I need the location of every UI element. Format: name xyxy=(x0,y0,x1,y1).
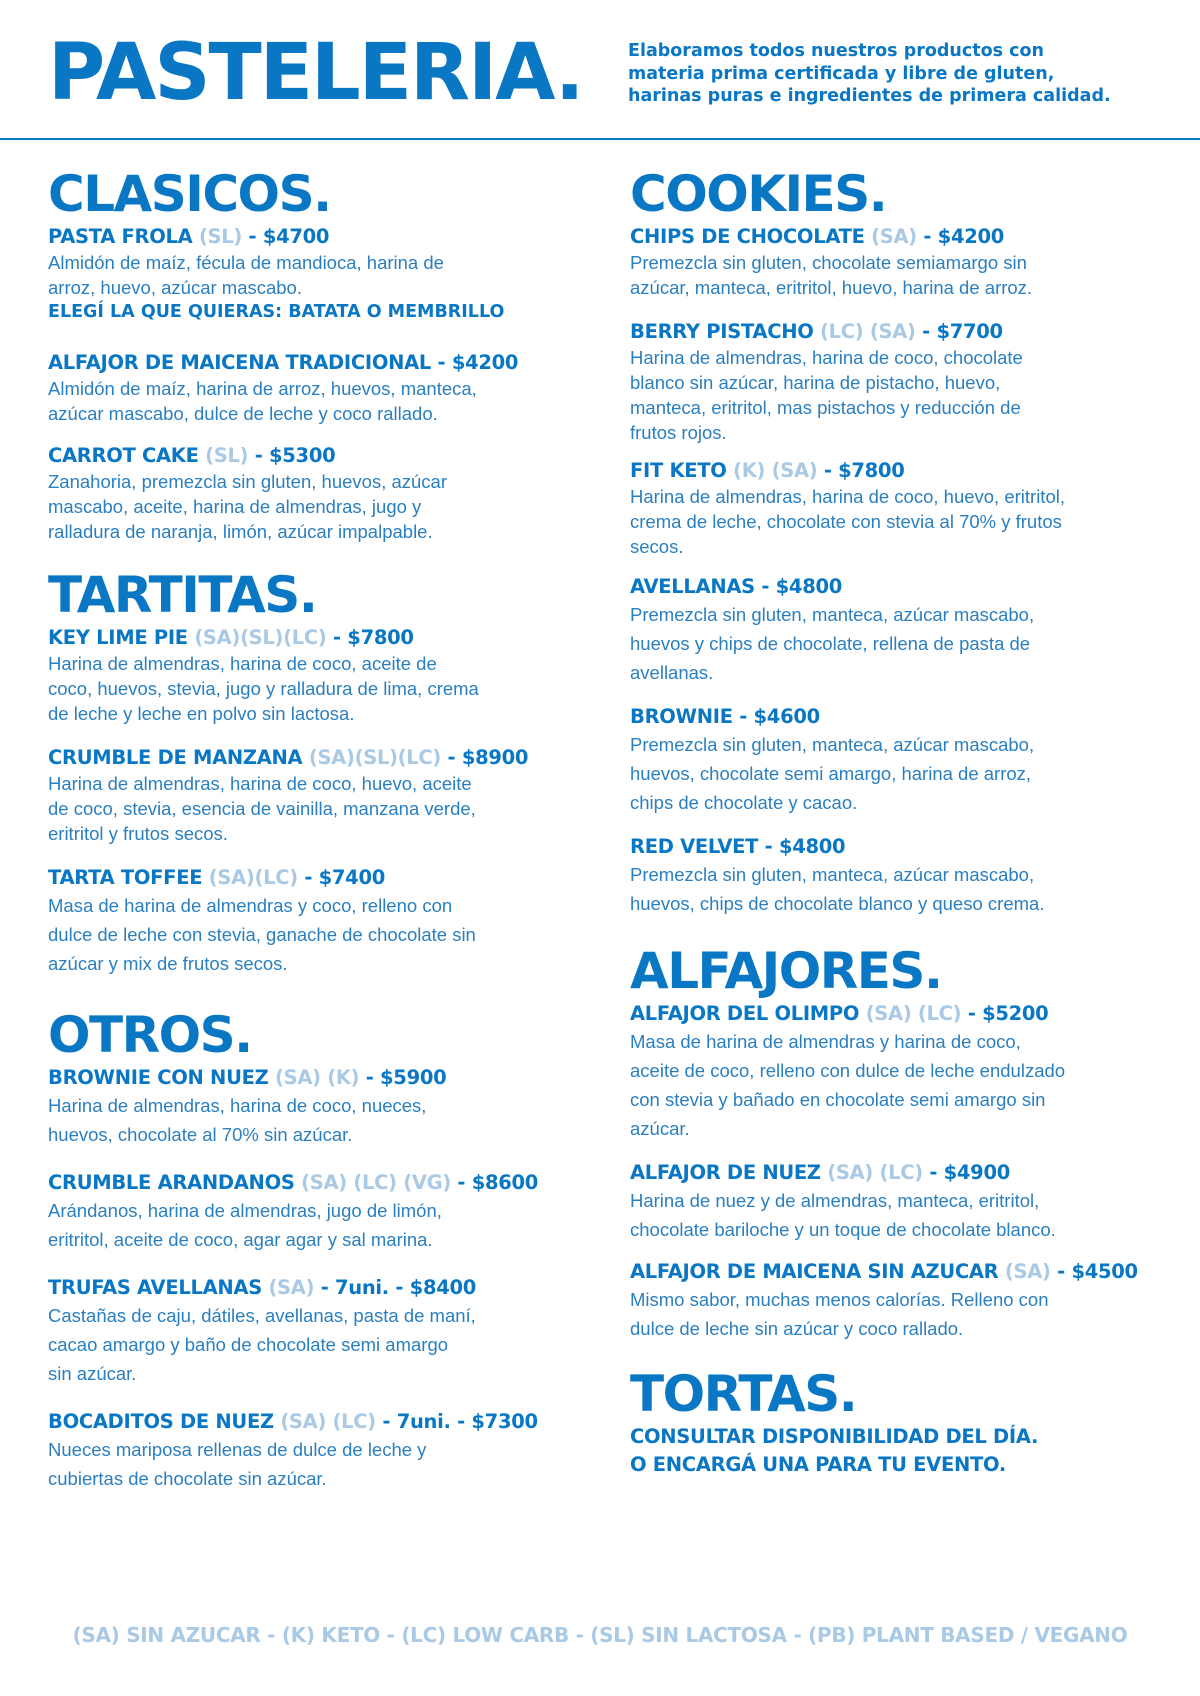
description-line: arroz, huevo, azúcar mascabo. xyxy=(48,277,302,298)
description-line: frutos rojos. xyxy=(630,422,727,443)
menu-item xyxy=(630,318,1170,445)
item-title xyxy=(630,703,1170,730)
item-title xyxy=(630,1159,1170,1186)
description-line: azúcar, manteca, eritritol, huevo, harina de arroz. xyxy=(630,277,1033,298)
description-line: Zanahoria, premezcla sin gluten, huevos, azúcar xyxy=(48,471,447,492)
item-price: - $4800 xyxy=(754,575,843,598)
description-line: dulce de leche con stevia, ganache de chocolate sin xyxy=(48,924,476,945)
description-line: dulce de leche sin azúcar y coco rallado. xyxy=(630,1318,964,1339)
description-line: Harina de almendras, harina de coco, huevo, eritritol, xyxy=(630,486,1065,507)
item-description xyxy=(630,600,1170,687)
description-line: Almidón de maíz, harina de arroz, huevos, manteca, xyxy=(48,378,477,399)
section-title: TORTAS. xyxy=(630,1365,857,1423)
description-line: avellanas. xyxy=(630,662,714,683)
description-line: Nueces mariposa rellenas de dulce de leche y xyxy=(48,1439,427,1460)
item-title xyxy=(48,1169,588,1196)
item-title xyxy=(48,1274,588,1301)
section-title: COOKIES. xyxy=(630,165,887,223)
item-tags: (SL) xyxy=(198,225,243,248)
description-line: huevos, chocolate semi amargo, harina de arroz, xyxy=(630,763,1032,784)
item-tags: (SL) xyxy=(205,444,249,467)
item-tags: (SA)(LC) xyxy=(208,866,298,889)
menu-item xyxy=(48,864,588,978)
item-tags: (K) (SA) xyxy=(733,459,818,482)
item-name: BOCADITOS DE NUEZ xyxy=(48,1410,274,1433)
header xyxy=(0,0,1200,140)
description-line: aceite de coco, relleno con dulce de leche endulzado xyxy=(630,1060,1066,1081)
item-price: - $8600 xyxy=(450,1171,539,1194)
section-tartitas xyxy=(48,566,588,978)
menu-item xyxy=(48,1408,588,1493)
description-line: Harina de almendras, harina de coco, chocolate xyxy=(630,347,1023,368)
item-name: FIT KETO xyxy=(630,459,727,482)
tagline-line: harinas puras e ingredientes de primera calidad. xyxy=(628,86,1111,106)
item-title xyxy=(630,318,1170,345)
description-line: azúcar mascabo, dulce de leche y coco rallado. xyxy=(48,403,438,424)
item-name: CRUMBLE DE MANZANA xyxy=(48,746,303,769)
item-description xyxy=(630,730,1170,817)
item-price: - $4900 xyxy=(922,1161,1010,1184)
item-description xyxy=(630,1027,1170,1143)
item-price: - $7700 xyxy=(915,320,1003,343)
item-name: ALFAJOR DEL OLIMPO xyxy=(630,1002,860,1025)
item-title xyxy=(48,744,588,771)
menu-item xyxy=(630,833,1170,918)
item-description xyxy=(48,651,588,726)
description-line: Premezcla sin gluten, manteca, azúcar mascabo, xyxy=(630,864,1035,885)
description-line: chips de chocolate y cacao. xyxy=(630,792,858,813)
item-tags: (SA) (LC) xyxy=(280,1410,376,1433)
item-price: - $4500 xyxy=(1050,1260,1138,1283)
section-cookies xyxy=(630,165,1170,918)
item-description xyxy=(630,860,1170,918)
description-line: huevos y chips de chocolate, rellena de pasta de xyxy=(630,633,1031,654)
description-line: Harina de almendras, harina de coco, nueces, xyxy=(48,1095,427,1116)
item-description xyxy=(630,1285,1170,1343)
menu-item xyxy=(48,223,588,325)
item-name: KEY LIME PIE xyxy=(48,626,188,649)
description-line: Castañas de caju, dátiles, avellanas, pasta de maní, xyxy=(48,1305,476,1326)
item-title xyxy=(630,1000,1170,1027)
item-tags: (SA) (LC) xyxy=(827,1161,923,1184)
section-title: ALFAJORES. xyxy=(630,942,942,1000)
section-title: CLASICOS. xyxy=(48,165,331,223)
item-description xyxy=(48,891,588,978)
item-tags: (SA) (K) xyxy=(274,1066,360,1089)
tagline xyxy=(628,40,1148,108)
tortas-line: O ENCARGÁ UNA PARA TU EVENTO. xyxy=(630,1453,1006,1476)
description-line: Harina de almendras, harina de coco, huevo, aceite xyxy=(48,773,472,794)
item-title xyxy=(48,1064,588,1091)
description-line: crema de leche, chocolate con stevia al 70% y frutos xyxy=(630,511,1062,532)
item-tags: (SA) (LC) xyxy=(865,1002,962,1025)
item-name: CARROT CAKE xyxy=(48,444,199,467)
left-column xyxy=(48,165,588,1493)
item-tags: (SA) (LC) (VG) xyxy=(301,1171,451,1194)
item-price: - $5200 xyxy=(961,1002,1049,1025)
section-title: OTROS. xyxy=(48,1006,252,1064)
menu-item xyxy=(48,349,588,426)
item-description xyxy=(630,345,1170,445)
item-name: PASTA FROLA xyxy=(48,225,193,248)
description-line: secos. xyxy=(630,536,684,557)
section-tortas xyxy=(630,1365,1170,1479)
item-price: - $7800 xyxy=(326,626,414,649)
item-name: ALFAJOR DE NUEZ xyxy=(630,1161,821,1184)
description-line: de leche y leche en polvo sin lactosa. xyxy=(48,703,355,724)
item-name: RED VELVET xyxy=(630,835,759,858)
menu-item xyxy=(630,703,1170,817)
menu-item xyxy=(630,1258,1170,1343)
brand-title: PASTELERIA. xyxy=(48,28,583,118)
menu-item xyxy=(630,1159,1170,1244)
description-line: Mismo sabor, muchas menos calorías. Relleno con xyxy=(630,1289,1049,1310)
item-description xyxy=(630,484,1170,559)
item-tags: (SA)(SL)(LC) xyxy=(194,626,327,649)
item-name: AVELLANAS xyxy=(630,575,755,598)
menu-item xyxy=(630,223,1170,300)
item-description xyxy=(48,469,588,544)
item-price: - 7uni. - $8400 xyxy=(314,1276,477,1299)
item-name: TRUFAS AVELLANAS xyxy=(48,1276,262,1299)
description-line: Premezcla sin gluten, chocolate semiamargo sin xyxy=(630,252,1027,273)
description-line: Harina de almendras, harina de coco, aceite de xyxy=(48,653,437,674)
item-tags: (SA) xyxy=(268,1276,315,1299)
item-title xyxy=(48,864,588,891)
item-title xyxy=(48,349,588,376)
description-line: Masa de harina de almendras y harina de coco, xyxy=(630,1031,1021,1052)
item-description xyxy=(630,1186,1170,1244)
description-line: cacao amargo y baño de chocolate semi amargo xyxy=(48,1334,449,1355)
description-line: azúcar y mix de frutos secos. xyxy=(48,953,288,974)
item-price: - $4200 xyxy=(431,351,519,374)
item-name: ALFAJOR DE MAICENA SIN AZUCAR xyxy=(630,1260,999,1283)
description-line: cubiertas de chocolate sin azúcar. xyxy=(48,1468,327,1489)
menu-item xyxy=(48,1274,588,1388)
right-column xyxy=(630,165,1170,1479)
description-line: Almidón de maíz, fécula de mandioca, harina de xyxy=(48,252,444,273)
item-title xyxy=(630,457,1170,484)
item-name: BROWNIE xyxy=(630,705,733,728)
description-line: Premezcla sin gluten, manteca, azúcar mascabo, xyxy=(630,604,1035,625)
menu-item xyxy=(48,1064,588,1149)
description-line: mascabo, aceite, harina de almendras, jugo y xyxy=(48,496,422,517)
description-line: huevos, chocolate al 70% sin azúcar. xyxy=(48,1124,353,1145)
item-title xyxy=(48,1408,588,1435)
description-line: chocolate bariloche y un toque de chocolate blanco. xyxy=(630,1219,1056,1240)
item-description xyxy=(630,250,1170,300)
description-line: azúcar. xyxy=(630,1118,690,1139)
menu-item xyxy=(630,457,1170,559)
item-title xyxy=(630,223,1170,250)
tagline-line: Elaboramos todos nuestros productos con xyxy=(628,41,1044,61)
section-title: TARTITAS. xyxy=(48,566,317,624)
description-line: con stevia y bañado en chocolate semi amargo sin xyxy=(630,1089,1046,1110)
item-tags: (SA)(SL)(LC) xyxy=(308,746,442,769)
item-name: TARTA TOFFEE xyxy=(48,866,203,889)
item-price: - $8900 xyxy=(441,746,529,769)
item-price: - $7400 xyxy=(297,866,385,889)
menu-item xyxy=(48,1169,588,1254)
item-price: - $5300 xyxy=(248,444,336,467)
description-line: Masa de harina de almendras y coco, relleno con xyxy=(48,895,453,916)
item-title xyxy=(630,1258,1170,1285)
description-line: eritritol y frutos secos. xyxy=(48,823,228,844)
description-line: de coco, stevia, esencia de vainilla, manzana verde, xyxy=(48,798,476,819)
item-price: - $4700 xyxy=(242,225,330,248)
item-description xyxy=(48,1301,588,1388)
menu-item xyxy=(630,573,1170,687)
item-price: - 7uni. - $7300 xyxy=(375,1410,538,1433)
item-name: CRUMBLE ARANDANOS xyxy=(48,1171,295,1194)
item-description xyxy=(48,250,588,300)
item-description xyxy=(48,1196,588,1254)
menu-item xyxy=(48,624,588,726)
item-description xyxy=(48,376,588,426)
item-name: BERRY PISTACHO xyxy=(630,320,814,343)
item-tags: (SA) xyxy=(1004,1260,1051,1283)
item-title xyxy=(630,573,1170,600)
item-name: CHIPS DE CHOCOLATE xyxy=(630,225,865,248)
item-price: - $4200 xyxy=(916,225,1005,248)
description-line: ralladura de naranja, limón, azúcar impalpable. xyxy=(48,521,433,542)
description-line: sin azúcar. xyxy=(48,1363,137,1384)
description-line: huevos, chips de chocolate blanco y queso crema. xyxy=(630,893,1045,914)
legend-footer: (SA) SIN AZUCAR - (K) KETO - (LC) LOW CARB - (SL) SIN LACTOSA - (PB) PLANT BASED / VEGANO xyxy=(72,1623,1128,1647)
menu-item xyxy=(48,744,588,846)
item-description xyxy=(48,1091,588,1149)
item-description xyxy=(48,1435,588,1493)
item-price: - $7800 xyxy=(817,459,905,482)
item-title xyxy=(630,833,1170,860)
item-tags: (SA) xyxy=(871,225,917,248)
description-line: Arándanos, harina de almendras, jugo de limón, xyxy=(48,1200,442,1221)
item-title xyxy=(48,442,588,469)
tagline-line: materia prima certificada y libre de gluten, xyxy=(628,63,1055,84)
item-title xyxy=(48,223,588,250)
section-alfajores xyxy=(630,942,1170,1343)
item-tags: (LC) (SA) xyxy=(820,320,916,343)
item-description xyxy=(48,771,588,846)
description-line: manteca, eritritol, mas pistachos y reducción de xyxy=(630,397,1021,418)
description-line: coco, huevos, stevia, jugo y ralladura de lima, crema xyxy=(48,678,479,699)
description-line: eritritol, aceite de coco, agar agar y sal marina. xyxy=(48,1229,433,1250)
header-divider xyxy=(0,138,1200,140)
description-line: Harina de nuez y de almendras, manteca, eritritol, xyxy=(630,1190,1040,1211)
item-price: - $4800 xyxy=(758,835,846,858)
tortas-line: CONSULTAR DISPONIBILIDAD DEL DÍA. xyxy=(630,1425,1039,1448)
section-otros xyxy=(48,1006,588,1493)
item-price: - $5900 xyxy=(359,1066,447,1089)
item-price: - $4600 xyxy=(732,705,820,728)
item-note: ELEGÍ LA QUE QUIERAS: BATATA O MEMBRILLO xyxy=(48,302,505,322)
item-title xyxy=(48,624,588,651)
description-line: Premezcla sin gluten, manteca, azúcar mascabo, xyxy=(630,734,1035,755)
item-name: BROWNIE CON NUEZ xyxy=(48,1066,269,1089)
menu-item xyxy=(630,1000,1170,1143)
item-name: ALFAJOR DE MAICENA TRADICIONAL xyxy=(48,351,432,374)
menu-item xyxy=(48,442,588,544)
description-line: blanco sin azúcar, harina de pistacho, huevo, xyxy=(630,372,1001,393)
section-clasicos xyxy=(48,165,588,544)
